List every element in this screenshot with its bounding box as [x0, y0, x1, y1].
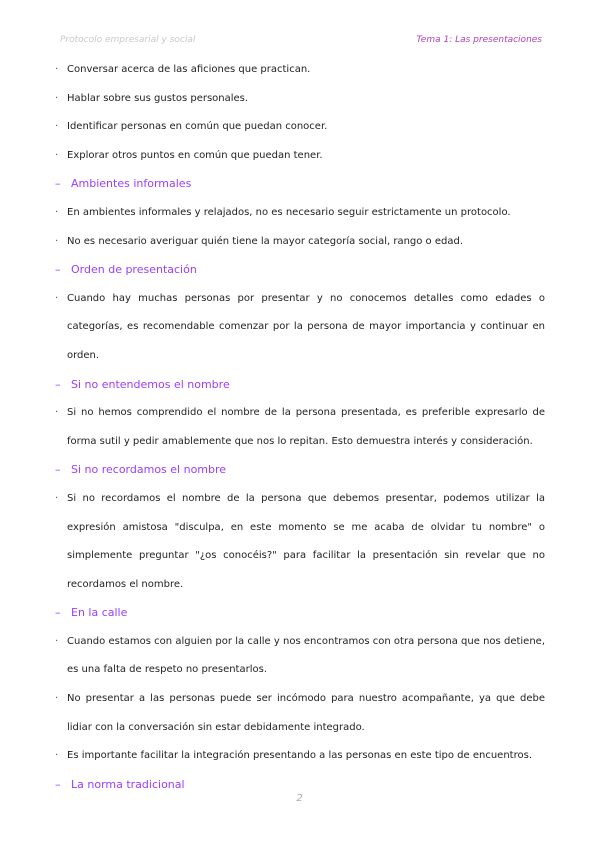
section-heading-text: En la calle — [71, 606, 128, 620]
dash-marker-icon: – — [55, 177, 61, 191]
bullet-text: No presentar a las personas puede ser incómodo para nuestro acompañante, ya que debe lidiar con la conversación sin estar debidamente integrado. — [67, 693, 545, 733]
bullet-item — [55, 56, 545, 85]
bullet-item — [55, 628, 545, 685]
bullet-dot-icon: · — [55, 64, 59, 75]
bullet-text: Identificar personas en común que puedan conocer. — [67, 121, 328, 133]
bullet-item — [55, 228, 545, 257]
bullet-dot-icon: · — [55, 206, 59, 218]
header-chapter-title: Tema 1: Las presentaciones — [416, 35, 542, 45]
bullet-dot-icon: · — [55, 292, 59, 304]
bullet-item — [55, 685, 545, 742]
bullet-dot-icon: · — [55, 635, 59, 647]
bullet-item — [55, 742, 545, 771]
bullet-text: Explorar otros puntos en común que puedan tener. — [67, 149, 323, 161]
bullet-text: Cuando estamos con alguien por la calle y nos encontramos con otra persona que nos detiene, es una falta de respeto no presentarlos. — [67, 635, 545, 676]
section-heading — [55, 170, 545, 199]
bullet-dot-icon: · — [55, 149, 59, 161]
bullet-item — [55, 142, 545, 171]
bullet-dot-icon: · — [55, 693, 59, 705]
dash-marker-icon: – — [55, 263, 61, 277]
page-number: 2 — [296, 793, 303, 804]
bullet-dot-icon: · — [55, 750, 59, 762]
dash-marker-icon: – — [55, 377, 61, 391]
section-heading-text: Ambientes informales — [71, 177, 192, 191]
dash-marker-icon: – — [55, 463, 61, 477]
bullet-text: Es importante facilitar la integración presentando a las personas en este tipo de encuentros. — [67, 750, 532, 762]
section-heading-text: La norma tradicional — [71, 777, 185, 791]
bullet-text: En ambientes informales y relajados, no es necesario seguir estrictamente un protocolo. — [67, 206, 511, 218]
dash-marker-icon: – — [55, 606, 61, 620]
bullet-text: Conversar acerca de las aficiones que practican. — [67, 64, 311, 75]
bullet-text: Cuando hay muchas personas por presentar y no conocemos detalles como edades o categorías, es recomendable comenzar por la persona de mayor importancia y continuar en orden. — [67, 292, 545, 361]
bullet-dot-icon: · — [55, 235, 59, 247]
section-heading — [55, 371, 545, 400]
bullet-item — [55, 113, 545, 142]
bullet-item — [55, 285, 545, 371]
bullet-text: Hablar sobre sus gustos personales. — [67, 92, 249, 104]
bullet-dot-icon: · — [55, 492, 59, 504]
bullet-item — [55, 485, 545, 599]
bullet-item — [55, 399, 545, 456]
bullet-dot-icon: · — [55, 121, 59, 133]
bullet-text: No es necesario averiguar quién tiene la mayor categoría social, rango o edad. — [67, 235, 464, 247]
section-heading-text: Orden de presentación — [71, 263, 197, 277]
section-heading-text: Si no recordamos el nombre — [71, 463, 227, 477]
bullet-text: Si no hemos comprendido el nombre de la persona presentada, es preferible expresarlo de forma sutil y pedir amablemente que nos lo repitan. Esto demuestra interés y consideración. — [67, 407, 545, 447]
bullet-text: Si no recordamos el nombre de la persona que debemos presentar, podemos utilizar la expresión amistosa "disculpa, en este momento se me acaba de olvidar tu nombre" o simplemente preguntar "¿os conocéis?" para facilitar la presentación sin revelar que no recordamos el nombre. — [67, 492, 545, 590]
section-heading — [55, 599, 545, 628]
bullet-item — [55, 85, 545, 114]
header-document-title: Protocolo empresarial y social — [60, 35, 196, 45]
bullet-dot-icon: · — [55, 92, 59, 104]
section-heading-text: Si no entendemos el nombre — [71, 377, 230, 391]
section-heading — [55, 256, 545, 285]
page-content — [55, 56, 545, 799]
bullet-dot-icon: · — [55, 407, 59, 419]
dash-marker-icon: – — [55, 777, 61, 791]
section-heading — [55, 456, 545, 485]
bullet-item — [55, 199, 545, 228]
